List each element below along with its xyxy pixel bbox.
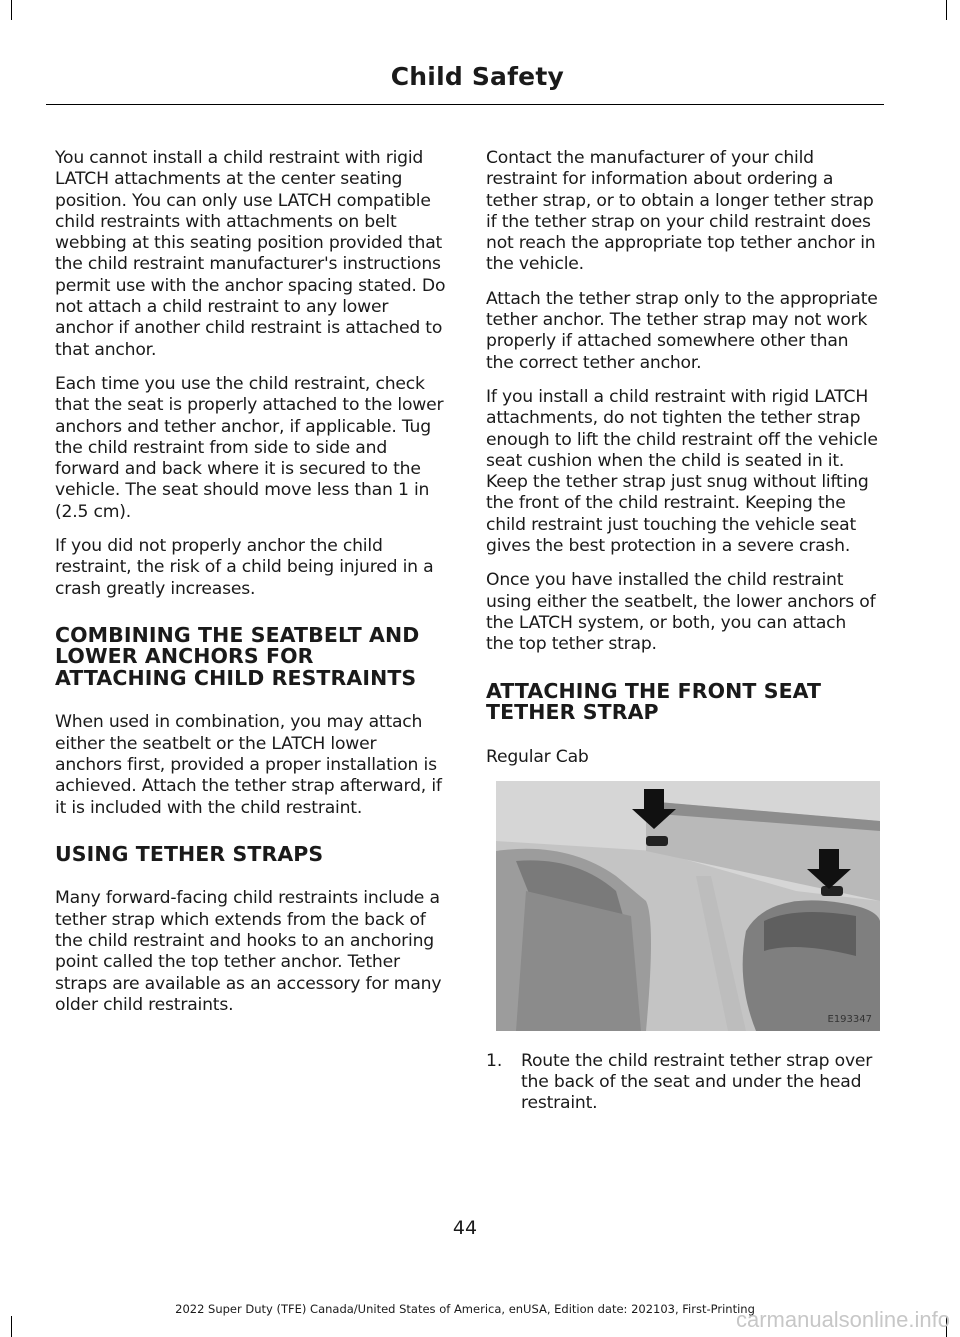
- step-text: Route the child restraint tether strap over the back of the seat and under the head restraint.: [521, 1050, 873, 1114]
- step-number: 1.: [486, 1050, 503, 1071]
- tether-anchor-illustration: [496, 781, 880, 1031]
- subheading: Regular Cab: [486, 746, 589, 767]
- list-item: [486, 1051, 878, 1115]
- section-heading: COMBINING THE SEATBELT AND LOWER ANCHORS FOR ATTACHING CHILD RESTRAINTS: [55, 622, 420, 690]
- crop-mark-top-left: [11, 0, 12, 20]
- section-heading: ATTACHING THE FRONT SEAT TETHER STRAP: [486, 678, 822, 725]
- header-divider: [46, 104, 884, 105]
- page-title: Child Safety: [390, 62, 564, 91]
- paragraph: Each time you use the child restraint, check that the seat is properly attached to the lower anchors and tether anchor, if applicable. Tug the child restraint from side to side and forward and back where it is secured to the vehicle. The seat should move less than 1 in (2.5 cm).: [55, 373, 444, 522]
- paragraph: Many forward-facing child restraints include a tether strap which extends from the back of the child restraint and hooks to an anchoring point called the top tether anchor. Tether straps are available as an accessory for many older child restraints.: [55, 888, 442, 1015]
- figure-code: E193347: [827, 1013, 872, 1025]
- paragraph: You cannot install a child restraint with rigid LATCH attachments at the center seating position. You can only use LATCH compatible child restraints with attachments on belt webbing at this seating position provided that the child restraint manufacturer's instructions permit use with the anchor spacing stated. Do not attach a child restraint to any lower anchor if another child restraint is attached to that anchor.: [55, 148, 446, 360]
- footer-text: 2022 Super Duty (TFE) Canada/United States of America, enUSA, Edition date: 202103, First-Printing: [175, 1302, 755, 1316]
- paragraph: Once you have installed the child restraint using either the seatbelt, the lower anchors of the LATCH system, or both, you can attach the top tether strap.: [486, 570, 876, 655]
- crop-mark-bottom-left: [11, 1316, 12, 1337]
- paragraph: If you install a child restraint with rigid LATCH attachments, do not tighten the tether strap enough to lift the child restraint off the vehicle seat cushion when the child is seated in it. Keep the tether strap just snug without lifting the front of the child restraint. Keeping the child restraint just touching the vehicle seat gives the best protection in a severe crash.: [486, 386, 878, 557]
- paragraph: Attach the tether strap only to the appropriate tether anchor. The tether strap may not work properly if attached somewhere other than the correct tether anchor.: [486, 288, 878, 373]
- page-number: 44: [452, 1217, 478, 1239]
- paragraph: If you did not properly anchor the child restraint, the risk of a child being injured in a crash greatly increases.: [55, 536, 434, 599]
- paragraph: When used in combination, you may attach either the seatbelt or the LATCH lower anchors first, provided a proper installation is achieved. Attach the tether strap afterward, if it is included with the child restraint.: [55, 712, 442, 818]
- crop-mark-top-right: [946, 0, 947, 20]
- left-column: [55, 148, 447, 1029]
- watermark: carmanualsonline.info: [735, 1307, 950, 1332]
- paragraph: Contact the manufacturer of your child restraint for information about ordering a tether strap, or to obtain a longer tether strap if the tether strap on your child restraint does not reach the appropriate top tether anchor in the vehicle.: [486, 148, 876, 275]
- right-column: [486, 148, 878, 1128]
- section-heading: USING TETHER STRAPS: [55, 841, 324, 866]
